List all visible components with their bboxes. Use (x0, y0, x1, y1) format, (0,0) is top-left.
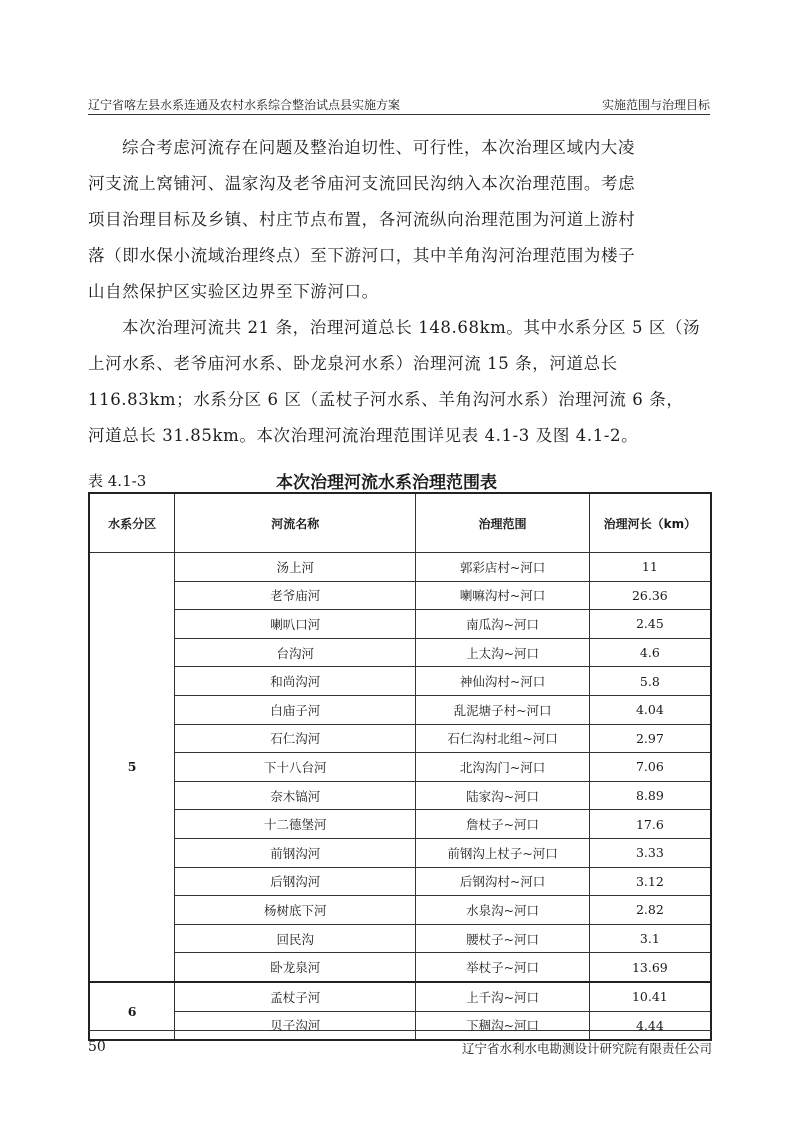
table-row (89, 667, 711, 696)
header-scope: 治理范围 (416, 493, 589, 553)
river-name-cell: 前钢沟河 (175, 838, 416, 867)
river-name-cell: 老爷庙河 (175, 581, 416, 610)
river-name-cell: 奈木镐河 (175, 781, 416, 810)
table-row (89, 781, 711, 810)
scope-cell: 腰杖子~河口 (416, 924, 589, 953)
river-name-cell: 下十八台河 (175, 753, 416, 782)
scope-cell: 乱泥塘子村~河口 (416, 695, 589, 724)
zone-cell: 5 (89, 553, 175, 982)
scope-cell: 水泉沟~河口 (416, 896, 589, 925)
table-caption (88, 468, 712, 493)
table-title: 本次治理河流水系治理范围表 (276, 473, 497, 493)
table-row (89, 695, 711, 724)
footer-organization: 辽宁省水利水电勘测设计研究院有限责任公司 (461, 1041, 712, 1056)
river-name-cell: 石仁沟河 (175, 724, 416, 753)
length-cell: 26.36 (589, 581, 711, 610)
length-cell: 7.06 (589, 753, 711, 782)
header-section-title: 实施范围与治理目标 (601, 98, 710, 112)
river-name-cell: 喇叭口河 (175, 610, 416, 639)
table-row (89, 610, 711, 639)
table-row (89, 810, 711, 839)
length-cell: 4.04 (589, 695, 711, 724)
length-cell: 8.89 (589, 781, 711, 810)
scope-cell: 举杖子~河口 (416, 953, 589, 982)
paragraph-line: 本次治理河流共 21 条，治理河道总长 148.68km。其中水系分区 5 区（汤 (122, 318, 701, 337)
paragraph-river-summary (88, 310, 712, 454)
paragraph-line: 河支流上窝铺河、温家沟及老爷庙河支流回民沟纳入本次治理范围。考虑 (88, 174, 636, 193)
paragraph-line: 山自然保护区实验区边界至下游河口。 (88, 282, 379, 301)
scope-cell: 石仁沟村北组~河口 (416, 724, 589, 753)
paragraph-scope-description (88, 130, 712, 310)
length-cell: 10.41 (589, 982, 711, 1011)
page-footer (88, 1030, 712, 1059)
zone-cell: 6 (89, 982, 175, 1040)
table-row (89, 553, 711, 582)
table-row (89, 753, 711, 782)
river-name-cell: 卧龙泉河 (175, 953, 416, 982)
scope-cell: 詹杖子~河口 (416, 810, 589, 839)
table-row (89, 953, 711, 982)
paragraph-line: 综合考虑河流存在问题及整治迫切性、可行性，本次治理区域内大凌 (122, 138, 635, 157)
scope-cell: 北沟沟门~河口 (416, 753, 589, 782)
header-length: 治理河长（km） (589, 493, 711, 553)
length-cell: 3.1 (589, 924, 711, 953)
table-body (89, 553, 711, 1041)
scope-cell: 上千沟~河口 (416, 982, 589, 1011)
table-row (89, 867, 711, 896)
river-name-cell: 杨树底下河 (175, 896, 416, 925)
river-name-cell: 台沟河 (175, 638, 416, 667)
length-cell: 11 (589, 553, 711, 582)
river-name-cell: 十二德堡河 (175, 810, 416, 839)
length-cell: 4.6 (589, 638, 711, 667)
length-cell: 2.82 (589, 896, 711, 925)
table-row (89, 924, 711, 953)
paragraph-line: 落（即水保小流域治理终点）至下游河口，其中羊角沟河治理范围为楼子 (88, 246, 636, 265)
length-cell: 13.69 (589, 953, 711, 982)
paragraph-line: 河道总长 31.85km。本次治理河流治理范围详见表 4.1-3 及图 4.1-2。 (88, 426, 639, 445)
river-name-cell: 后钢沟河 (175, 867, 416, 896)
table-number: 表 4.1-3 (88, 472, 147, 490)
river-name-cell: 汤上河 (175, 553, 416, 582)
river-name-cell: 贝子沟河 (175, 1011, 416, 1040)
table-row (89, 838, 711, 867)
length-cell: 3.12 (589, 867, 711, 896)
paragraph-line: 项目治理目标及乡镇、村庄节点布置，各河流纵向治理范围为河道上游村 (88, 210, 636, 229)
river-name-cell: 和尚沟河 (175, 667, 416, 696)
header-document-title: 辽宁省喀左县水系连通及农村水系综合整治试点县实施方案 (88, 98, 401, 112)
length-cell: 17.6 (589, 810, 711, 839)
table-row (89, 982, 711, 1011)
length-cell: 3.33 (589, 838, 711, 867)
paragraph-line: 116.83km；水系分区 6 区（孟杖子河水系、羊角沟河水系）治理河流 6 条， (88, 390, 684, 409)
page-number: 50 (88, 1039, 106, 1055)
length-cell: 4.44 (589, 1011, 711, 1040)
scope-cell: 前钢沟上杖子~河口 (416, 838, 589, 867)
river-name-cell: 孟杖子河 (175, 982, 416, 1011)
paragraph-line: 上河水系、老爷庙河水系、卧龙泉河水系）治理河流 15 条，河道总长 (88, 354, 618, 373)
length-cell: 5.8 (589, 667, 711, 696)
table-row (89, 896, 711, 925)
scope-cell: 神仙沟村~河口 (416, 667, 589, 696)
page-header (88, 94, 710, 115)
table-header-row (89, 493, 711, 553)
length-cell: 2.97 (589, 724, 711, 753)
header-river-name: 河流名称 (175, 493, 416, 553)
scope-cell: 后钢沟村~河口 (416, 867, 589, 896)
river-name-cell: 白庙子河 (175, 695, 416, 724)
scope-cell: 喇嘛沟村~河口 (416, 581, 589, 610)
table-row (89, 581, 711, 610)
table-row (89, 724, 711, 753)
scope-cell: 郭彩店村~河口 (416, 553, 589, 582)
scope-cell: 下稠沟~河口 (416, 1011, 589, 1040)
length-cell: 2.45 (589, 610, 711, 639)
river-name-cell: 回民沟 (175, 924, 416, 953)
governance-scope-table (88, 492, 712, 1041)
header-zone: 水系分区 (89, 493, 175, 553)
scope-cell: 陆家沟~河口 (416, 781, 589, 810)
table-row (89, 638, 711, 667)
scope-cell: 上太沟~河口 (416, 638, 589, 667)
scope-cell: 南瓜沟~河口 (416, 610, 589, 639)
